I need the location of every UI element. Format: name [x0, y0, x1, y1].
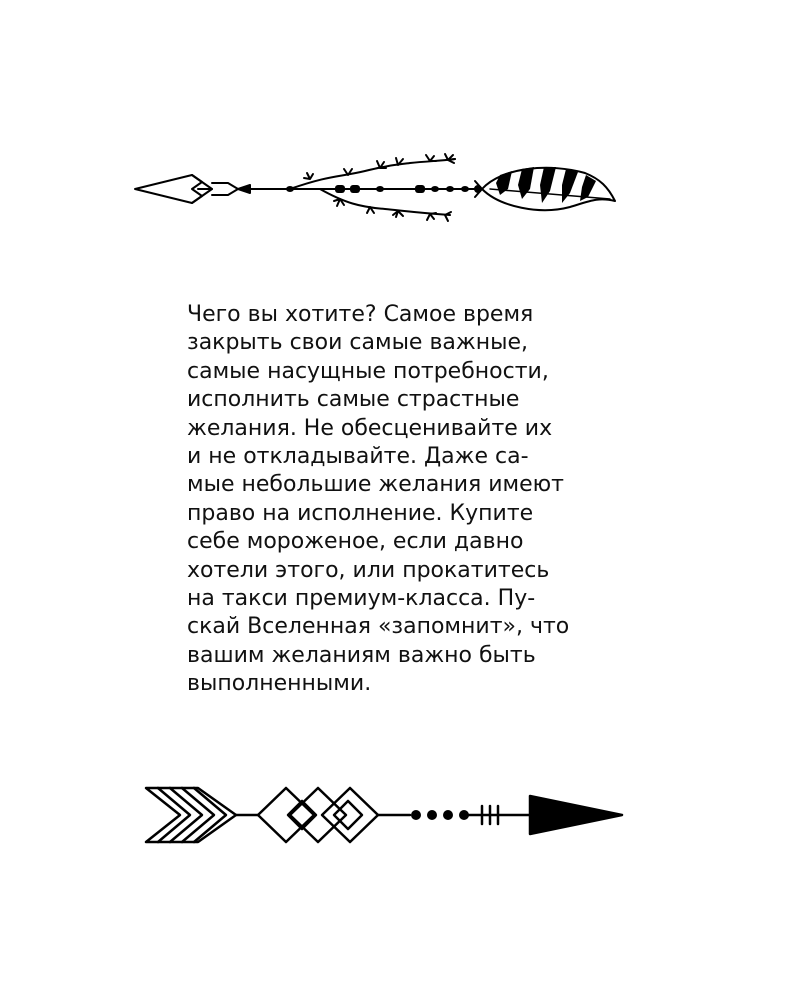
paragraph-line: выполненными.	[187, 671, 372, 697]
paragraph-line: вашим желаниям важно быть	[187, 642, 536, 668]
paragraph-line: на такси премиум-класса. Пу-	[187, 586, 536, 612]
paragraph-line: хотели этого, или прокатитесь	[187, 557, 550, 583]
paragraph-line: скай Вселенная «запомнит», что	[187, 614, 570, 640]
paragraph-line: исполнить самые страстные	[187, 387, 520, 413]
paragraph-line: себе мороженое, если давно	[187, 529, 524, 555]
paragraph-line: желания. Не обесценивайте их	[187, 415, 553, 441]
paragraph-line: Чего вы хотите? Самое время	[187, 302, 534, 327]
paragraph-line: и не откладывайте. Даже са-	[187, 444, 529, 470]
paragraph-line: право на исполнение. Купите	[187, 500, 534, 526]
feathered-arrow-icon	[130, 145, 630, 235]
paragraph-line: мые небольшие желания имеют	[187, 472, 564, 498]
paragraph-line: самые насущные потребности,	[187, 358, 549, 384]
paragraph-line: закрыть свои самые важные,	[187, 330, 529, 356]
geometric-arrow-icon	[138, 780, 638, 850]
body-paragraph	[187, 301, 607, 699]
